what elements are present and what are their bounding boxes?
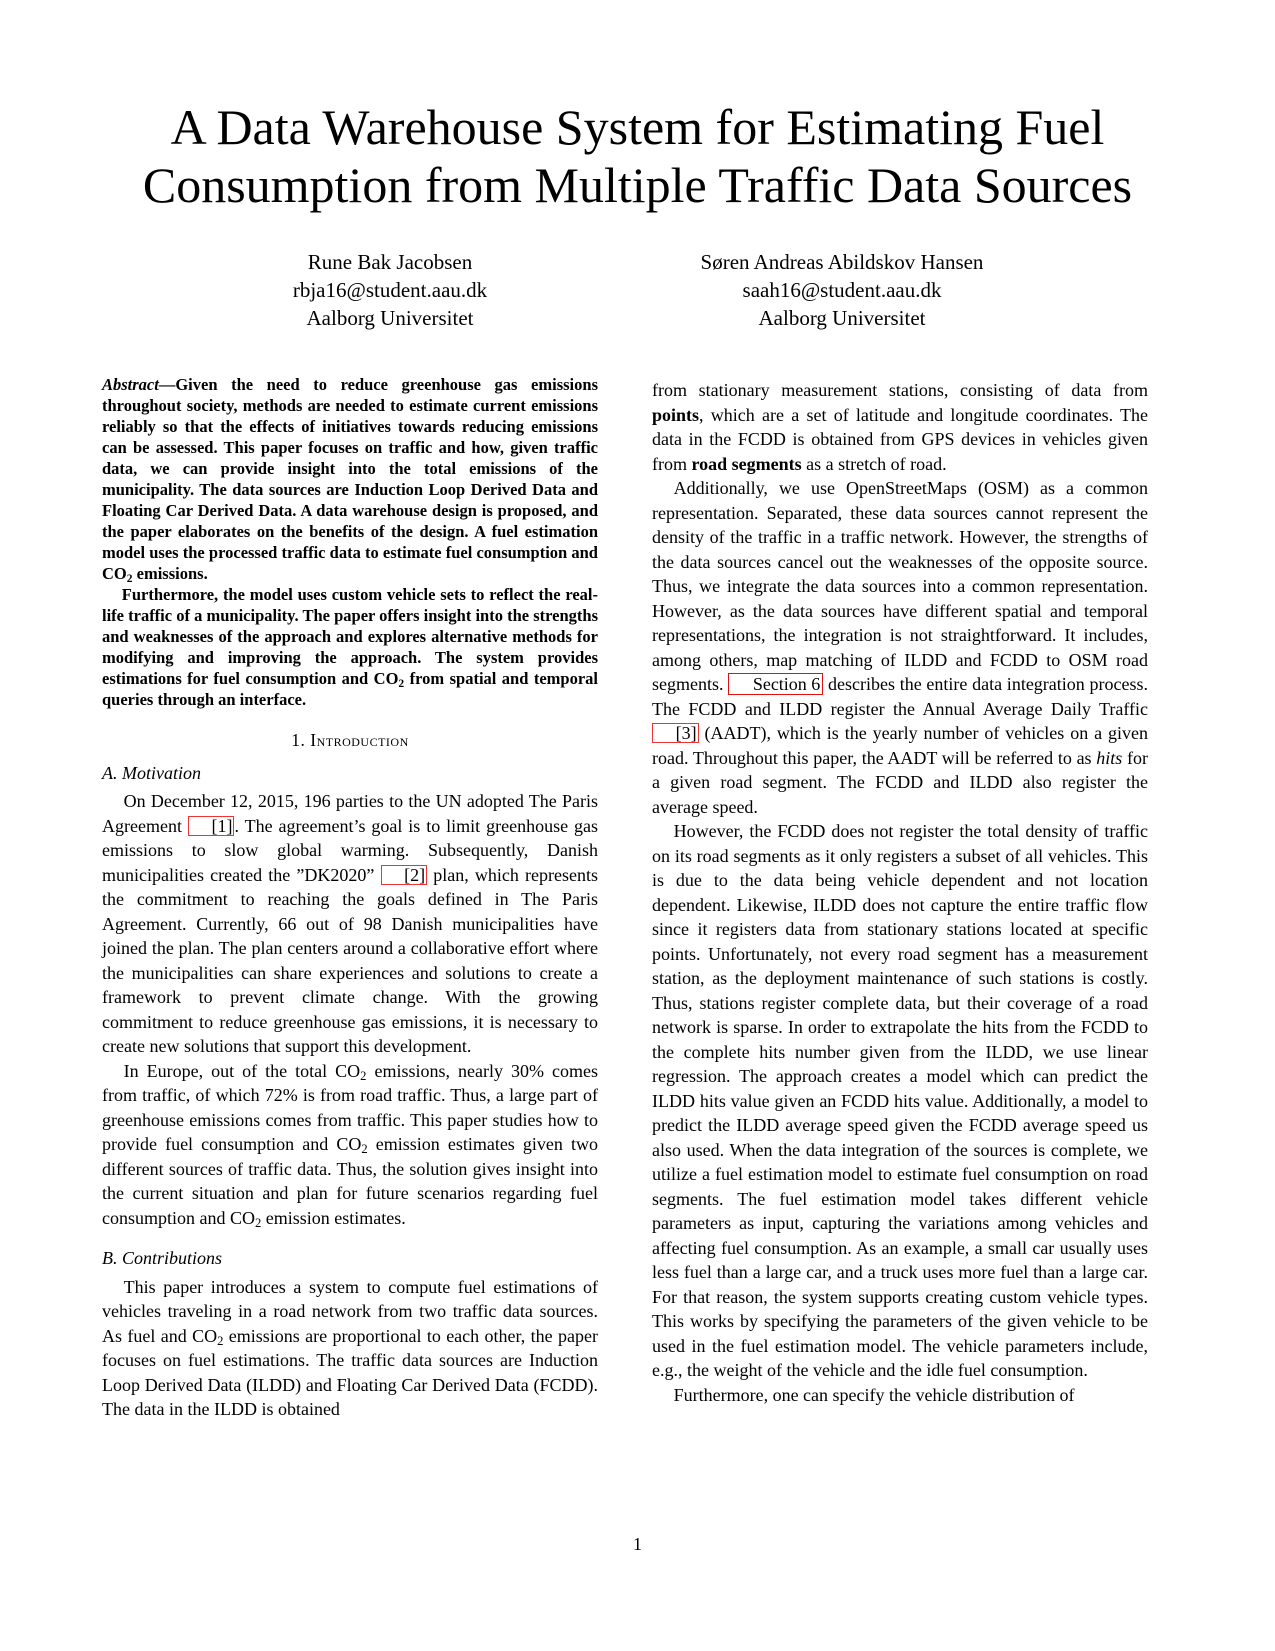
abstract xyxy=(102,374,598,710)
paper-title xyxy=(0,98,1275,214)
citation-link[interactable]: [2] xyxy=(381,865,428,885)
page-number: 1 xyxy=(633,1534,642,1554)
body-paragraph: In Europe, out of the total $CO_2$ emissions, nearly 30% comes from traffic, of which 72% is from road traffic. Thus, a large part of greenhouse emissions comes from traffic. This paper studies how to provide fuel consumption and $CO_2$ emission estimates given two different sources of traffic data. Thus, the solution gives insight into the current situation and plan for future scenarios regarding fuel consumption and $CO_2$ emission estimates. xyxy=(102,1060,598,1230)
author-name: Søren Andreas Abildskov Hansen xyxy=(700,250,984,274)
abstract-label: Abstract xyxy=(102,375,159,394)
author-affiliation: Aalborg Universitet xyxy=(758,306,926,330)
body-paragraph: This paper introduces a system to compute fuel estimations of vehicles traveling in a road network from two traffic data sources. As fuel and $CO_2$ emissions are proportional to each other, the paper focuses on fuel estimations. The traffic data sources are Induction Loop Derived Data (ILDD) and Floating Car Derived Data (FCDD). The data in the ILDD is obtained xyxy=(102,1276,599,1419)
subsection-motivation: A. Motivation xyxy=(102,762,201,783)
right-column xyxy=(652,378,1148,1407)
body-paragraph: However, the FCDD does not register the total density of traffic on its road segments as it only registers a subset of all vehicles. This is due to the data being vehicle dependent and not location dependent. Likewise, ILDD does not capture the entire traffic flow since it registers data from stationary stations located at specific points. Unfortunately, not every road segment has a measurement station, as the deployment maintenance of such stations is costly. Thus, stations register complete data, but their coverage of a road network is sparse. In order to extrapolate the hits from the FCDD to the complete hits number given from the ILDD, we use linear regression. The approach creates a model which can predict the ILDD hits value given an FCDD hits value. Additionally, a model to predict the ILDD average speed given the FCDD average speed us also used. When the data integration of the sources is complete, we utilize a fuel estimation model to estimate fuel consumption on road segments. The fuel estimation model takes different vehicle parameters as input, capturing the variations among vehicles and affecting fuel consumption. As an example, a small car usually uses less fuel than a large car, and a truck uses more fuel than a large car. For that reason, the system supports creating custom vehicle types. This works by specifying the parameters of the given vehicle to be used in the fuel estimation model. The vehicle parameters include, e.g., the weight of the vehicle and the idle fuel consumption. xyxy=(652,821,1148,1380)
title-line-1: A Data Warehouse System for Estimating Fuel xyxy=(170,99,1105,155)
body-paragraph: On December 12, 2015, 196 parties to the UN adopted The Paris Agreement [1] . The agreement’s goal is to limit greenhouse gas emissions to slow global warming. Subsequently, Danish municipalities created the ”DK2020” [2] plan, which represents the commitment to reaching the goals defined in The Paris Agreement. Currently, 66 out of 98 Danish municipalities have joined the plan. The plan centers around a collaborative effort where the municipalities can share experiences and solutions to create a framework to prevent climate change. With the growing commitment to reduce greenhouse gas emissions, it is necessary to create new solutions that support this development. xyxy=(102,791,598,1056)
body-paragraph: Furthermore, one can specify the vehicle distribution of xyxy=(673,1384,1075,1405)
author-block-2 xyxy=(642,248,1042,332)
citation-link[interactable]: [3] xyxy=(652,723,699,743)
abstract-paragraph: Abstract—Given the need to reduce greenhouse gas emissions throughout society, methods are needed to estimate current emissions reliably so that the effects of initiatives towards reducing emissions can be assessed. This paper focuses on traffic and how, given traffic data, we can provide insight into the total emissions of the municipality. The data sources are Induction Loop Derived Data and Floating Car Derived Data. A data warehouse design is proposed, and the paper elaborates on the benefits of the design. A fuel estimation model uses the processed traffic data to estimate fuel consumption and $CO_2$ emissions. xyxy=(102,375,598,585)
body-paragraph: Additionally, we use OpenStreetMaps (OSM) as a common representation. Separated, these data sources cannot represent the density of the traffic in a traffic network. However, the strengths of the data sources cancel out the weaknesses of the opposite source. Thus, we integrate the data sources into a common representation. However, as the data sources have different spatial and temporal representations, the integration is not straightforward. It includes, among others, map matching of ILDD and FCDD to OSM road segments. Section 6 describes the entire data integration process. The FCDD and ILDD register the Annual Average Daily Traffic [3] (AADT), which is the yearly number of vehicles on a given road. Throughout this paper, the AADT will be referred to as hits for a given road segment. The FCDD and ILDD also register the average speed. xyxy=(652,478,1148,817)
left-column xyxy=(102,374,598,1422)
subsection-contributions: B. Contributions xyxy=(102,1248,223,1268)
section-link[interactable]: Section 6 xyxy=(728,673,823,695)
author-block-1 xyxy=(190,248,590,332)
body-paragraph: from stationary measurement stations, consisting of data from points, which are a set of latitude and longitude coordinates. The data in the FCDD is obtained from GPS devices in vehicles given from road segments as a stretch of road. xyxy=(652,380,1148,474)
abstract-paragraph: Furthermore, the model uses custom vehicle sets to reflect the real-life traffic of a municipality. The paper offers insight into the strengths and weaknesses of the approach and explores alternative methods for modifying and improving the approach. The system provides estimations for fuel consumption and $CO_2$ from spatial and temporal queries through an interface. xyxy=(102,585,598,709)
title-line-2: Consumption from Multiple Traffic Data Sources xyxy=(142,157,1133,213)
author-email: saah16@student.aau.dk xyxy=(742,278,942,302)
author-email: rbja16@student.aau.dk xyxy=(292,278,488,302)
author-name: Rune Bak Jacobsen xyxy=(307,250,473,274)
author-affiliation: Aalborg Universitet xyxy=(306,306,474,330)
citation-link[interactable]: [1] xyxy=(188,816,235,836)
section-heading-introduction: 1. Introduction xyxy=(291,730,409,750)
